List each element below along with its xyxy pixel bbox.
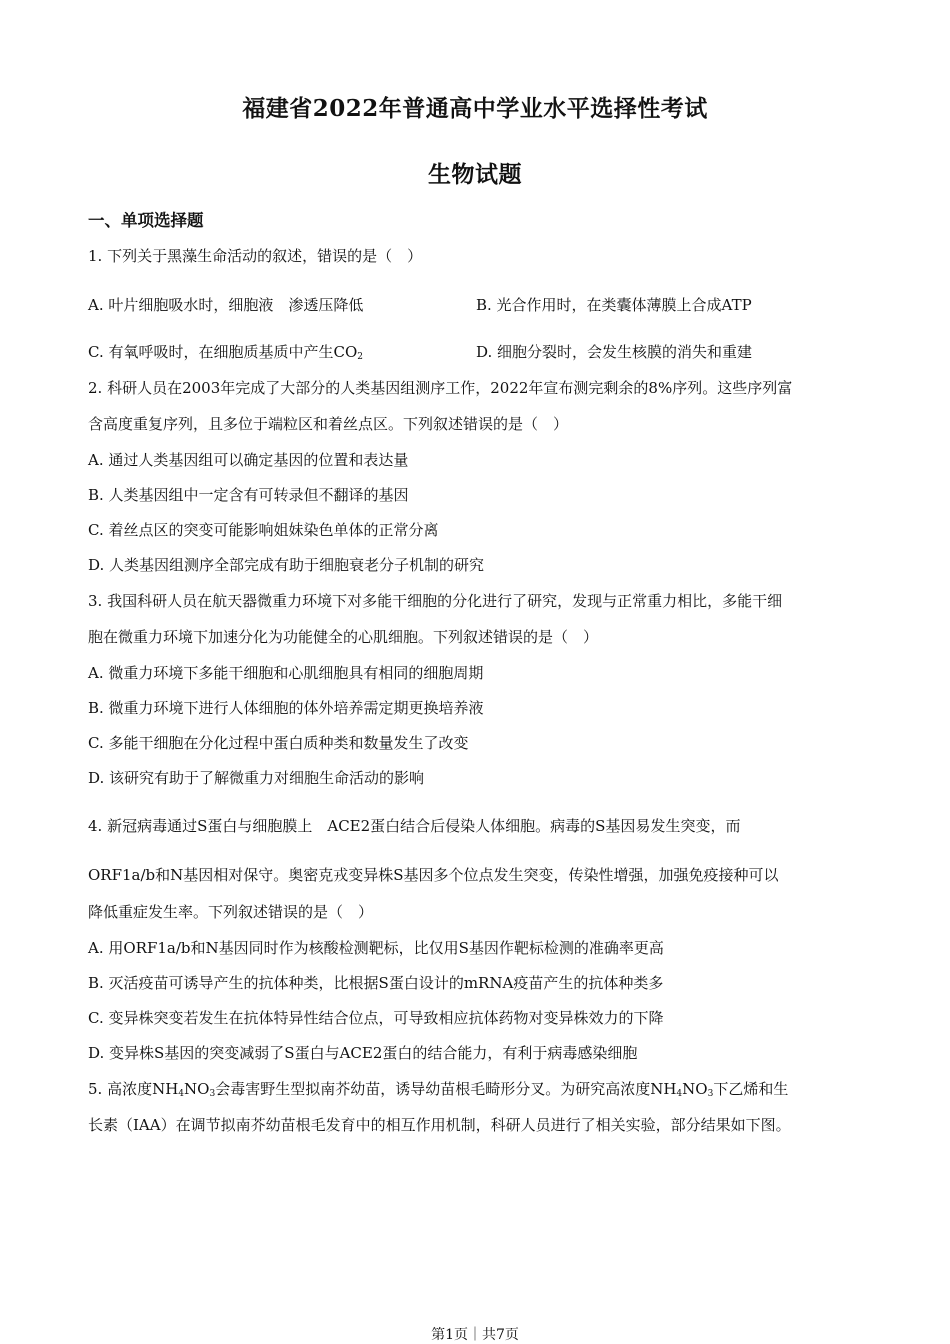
q2-option-d: D. 人类基因组测序全部完成有助于细胞衰老分子机制的研究 bbox=[88, 556, 485, 574]
q5-stem-line2: 长素（IAA）在调节拟南芥幼苗根毛发育中的相互作用机制，科研人员进行了相关实验，部分结果如下图。 bbox=[88, 1116, 791, 1134]
exam-subtitle: 生物试题 bbox=[428, 161, 522, 188]
q4-option-b: B. 灭活疫苗可诱导产生的抗体种类，比根据S蛋白设计的mRNA疫苗产生的抗体种类多 bbox=[88, 974, 664, 992]
q3-option-d: D. 该研究有助于了解微重力对细胞生命活动的影响 bbox=[88, 769, 425, 787]
q4-option-a: A. 用ORF1a/b和N基因同时作为核酸检测靶标，比仅用S基因作靶标检测的准确率更高 bbox=[88, 939, 664, 957]
section-heading: 一、单项选择题 bbox=[88, 211, 204, 230]
q1-option-b: B. 光合作用时，在类囊体薄膜上合成ATP bbox=[476, 296, 752, 314]
q4-stem-line2: ORF1a/b和N基因相对保守。奥密克戎变异株S基因多个位点发生突变，传染性增强，加强免疫接种可以 bbox=[88, 866, 779, 884]
q2-stem-line2: 含高度重复序列，且多位于端粒区和着丝点区。下列叙述错误的是（ ） bbox=[88, 415, 569, 433]
q3-option-c: C. 多能干细胞在分化过程中蛋白质种类和数量发生了改变 bbox=[88, 734, 469, 752]
q4-stem-line1: 4. 新冠病毒通过S蛋白与细胞膜上 ACE2蛋白结合后侵染人体细胞。病毒的S基因易发生突变，而 bbox=[88, 817, 741, 835]
q3-option-a: A. 微重力环境下多能干细胞和心肌细胞具有相同的细胞周期 bbox=[88, 664, 484, 682]
q1-option-c: C. 有氧呼吸时，在细胞质基质中产生$CO_2$ bbox=[88, 343, 363, 362]
exam-title: 福建省2022年普通高中学业水平选择性考试 bbox=[242, 95, 708, 122]
page-footer: 第1页｜共7页 bbox=[431, 1327, 519, 1343]
q3-option-b: B. 微重力环境下进行人体细胞的体外培养需定期更换培养液 bbox=[88, 699, 484, 717]
q2-option-c: C. 着丝点区的突变可能影响姐妹染色单体的正常分离 bbox=[88, 521, 439, 539]
q5-stem-line1: 5. 高浓度$NH_4NO_3$会毒害野生型拟南芥幼苗，诱导幼苗根毛畸形分叉。为研究高浓度$NH_4NO_3$下乙烯和生 bbox=[88, 1080, 789, 1099]
q4-option-d: D. 变异株S基因的突变减弱了S蛋白与ACE2蛋白的结合能力，有利于病毒感染细胞 bbox=[88, 1044, 638, 1062]
q3-stem-line2: 胞在微重力环境下加速分化为功能健全的心肌细胞。下列叙述错误的是（ ） bbox=[88, 628, 599, 646]
q3-stem-line1: 3. 我国科研人员在航天器微重力环境下对多能干细胞的分化进行了研究，发现与正常重力相比，多能干细 bbox=[88, 592, 783, 610]
q1-option-a: A. 叶片细胞吸水时，细胞液 渗透压降低 bbox=[88, 296, 364, 314]
q2-stem-line1: 2. 科研人员在2003年完成了大部分的人类基因组测序工作，2022年宣布测完剩余的8%序列。这些序列富 bbox=[88, 379, 793, 397]
q4-stem-line3: 降低重症发生率。下列叙述错误的是（ ） bbox=[88, 903, 374, 921]
q2-option-a: A. 通过人类基因组可以确定基因的位置和表达量 bbox=[88, 451, 409, 469]
q1-stem: 1. 下列关于黑藻生命活动的叙述，错误的是（ ） bbox=[88, 247, 423, 265]
q2-option-b: B. 人类基因组中一定含有可转录但不翻译的基因 bbox=[88, 486, 409, 504]
q1-option-d: D. 细胞分裂时，会发生核膜的消失和重建 bbox=[476, 343, 753, 361]
q4-option-c: C. 变异株突变若发生在抗体特异性结合位点，可导致相应抗体药物对变异株效力的下降 bbox=[88, 1009, 664, 1027]
